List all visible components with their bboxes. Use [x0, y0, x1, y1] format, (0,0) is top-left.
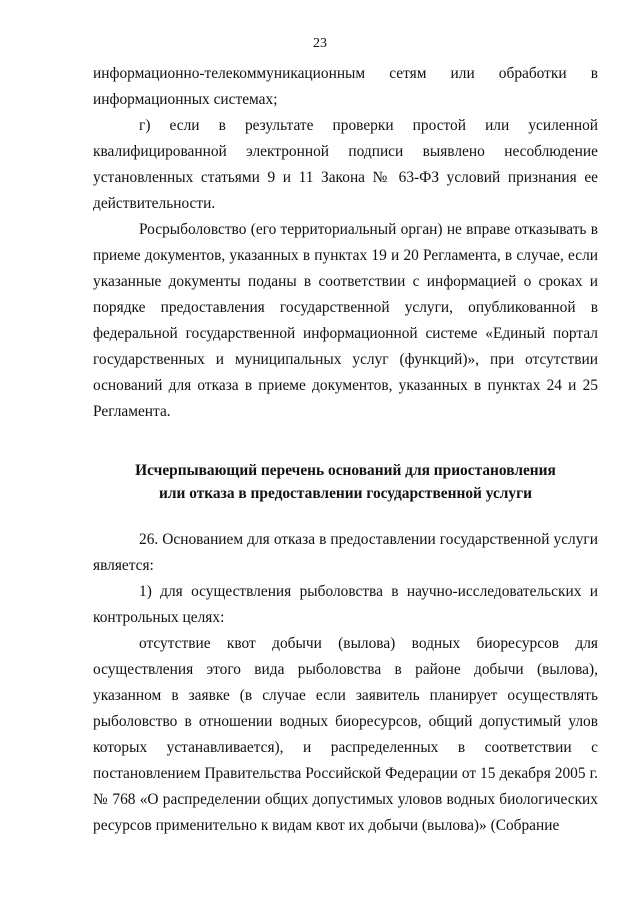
paragraph-item-1: 1) для осуществления рыболовства в научно-исследовательских и контрольных целях:: [93, 583, 598, 626]
page-number: 23: [313, 36, 327, 51]
paragraph-item-g: г) если в результате проверки простой или усиленной квалифицированной электронной подписи выявлено несоблюдение установленных статьями 9 и 11 Закона № 63-ФЗ условий признания ее действительности.: [93, 117, 598, 212]
paragraph-26: 26. Основанием для отказа в предоставлении государственной услуги является:: [93, 531, 598, 574]
body-text-bottom: [93, 527, 598, 839]
section-heading-line-1: Исчерпывающий перечень оснований для приостановления: [135, 462, 556, 479]
section-heading-line-2: или отказа в предоставлении государственной услуги: [159, 485, 532, 502]
paragraph-rosrybolovstvo: Росрыболовство (его территориальный орган) не вправе отказывать в приеме документов, указанных в пунктах 19 и 20 Регламента, в случае, если указанные документы поданы в соответствии с информацией о сроках и порядке предоставления государственной услуги, опубликованной в федеральной государственной информационной системе «Единый портал государственных и муниципальных услуг (функций)», при отсутствии оснований для отказа в приеме документов, указанных в пунктах 24 и 25 Регламента.: [93, 221, 598, 420]
section-heading: [93, 459, 598, 505]
paragraph-continuation: информационно-телекоммуникационным сетям или обработки в информационных системах;: [93, 65, 598, 108]
paragraph-absence-quotas: отсутствие квот добычи (вылова) водных биоресурсов для осуществления этого вида рыболовства в районе добычи (вылова), указанном в заявке (в случае если заявитель планирует осуществлять рыболовство в отношении водных биоресурсов, общий допустимый улов которых устанавливается), и распределенных в соответствии с постановлением Правительства Российской Федерации от 15 декабря 2005 г. № 768 «О распределении общих допустимых уловов водных биологических ресурсов применительно к видам квот их добычи (вылова)» (Собрание: [93, 635, 598, 834]
body-text-top: [93, 61, 598, 425]
